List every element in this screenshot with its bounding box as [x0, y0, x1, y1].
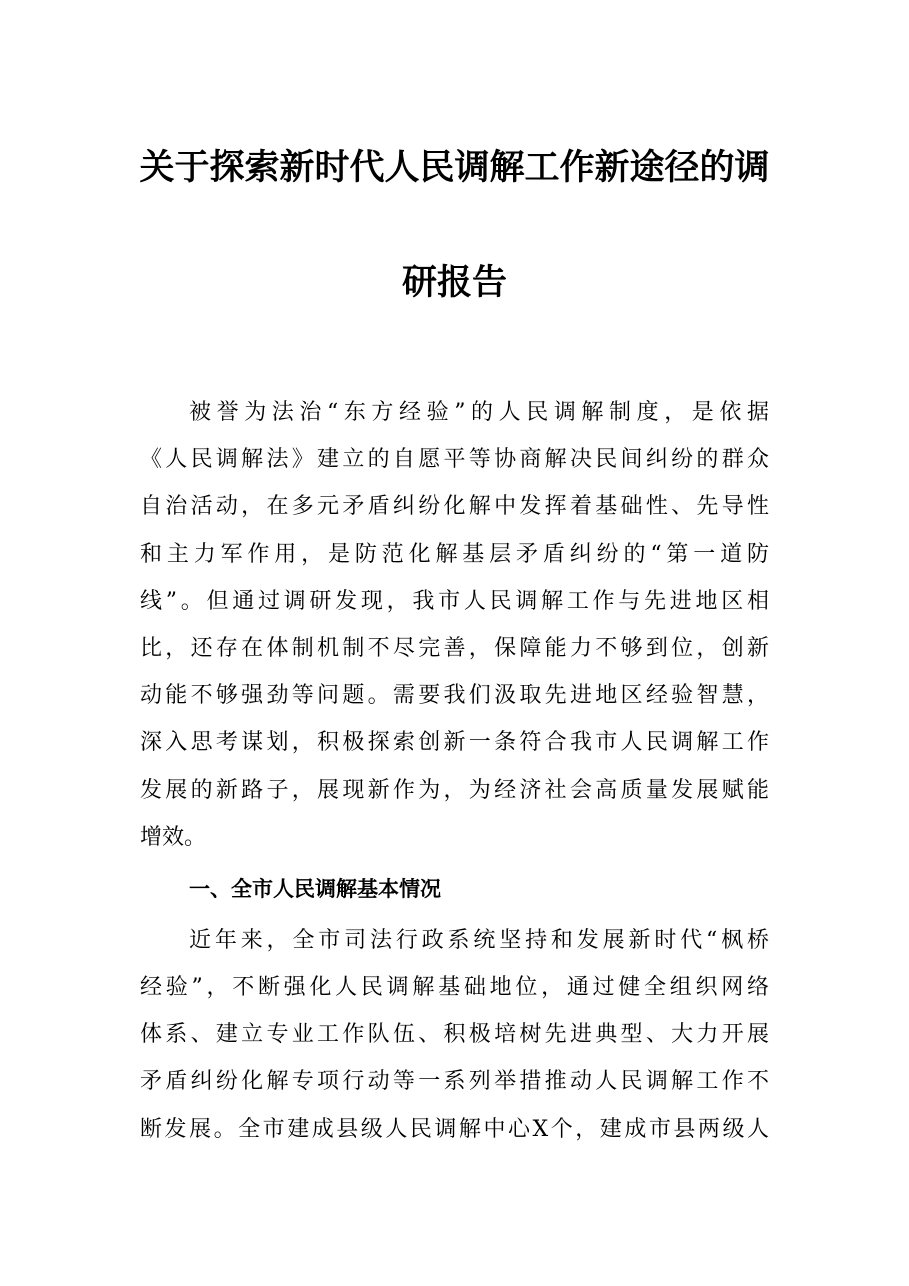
paragraph-2-line: 近年来，全市司法行政系统坚持和发展新时代“枫桥: [189, 928, 769, 953]
paragraph-1-line: 自治活动，在多元矛盾纠纷化解中发挥着基础性、先导性: [140, 494, 769, 519]
paragraph-1-line: 线”。但通过调研发现，我市人民调解工作与先进地区相: [140, 589, 769, 614]
paragraph-1-line: 比，还存在体制机制不尽完善，保障能力不够到位，创新: [140, 636, 769, 661]
document-title-line-1: 关于探索新时代人民调解工作新途径的调: [139, 147, 770, 188]
paragraph-2-line: 矛盾纠纷化解专项行动等一系列举措推动人民调解工作不: [140, 1069, 769, 1094]
section-heading: 一、全市人民调解基本情况: [189, 877, 441, 901]
paragraph-1-line: 《人民调解法》建立的自愿平等协商解决民间纠纷的群众: [140, 447, 769, 472]
paragraph-1-line: 动能不够强劲等问题。需要我们汲取先进地区经验智慧，: [140, 683, 769, 708]
paragraph-1-line: 发展的新路子，展现新作为，为经济社会高质量发展赋能: [140, 778, 769, 803]
paragraph-1-line: 深入思考谋划，积极探索创新一条符合我市人民调解工作: [140, 730, 769, 755]
paragraph-1-line: 和主力军作用，是防范化解基层矛盾纠纷的“第一道防: [140, 542, 769, 567]
paragraph-2-line: 经验”，不断强化人民调解基础地位，通过健全组织网络: [140, 975, 769, 1000]
paragraph-2-line: 体系、建立专业工作队伍、积极培树先进典型、大力开展: [140, 1022, 769, 1047]
paragraph-1-line: 被誉为法治“东方经验”的人民调解制度，是依据: [189, 400, 769, 425]
paragraph-1-line: 增效。: [140, 825, 207, 850]
paragraph-2-line: 断发展。全市建成县级人民调解中心X个，建成市县两级人: [140, 1117, 769, 1142]
document-title-line-2: 研报告: [401, 262, 507, 303]
